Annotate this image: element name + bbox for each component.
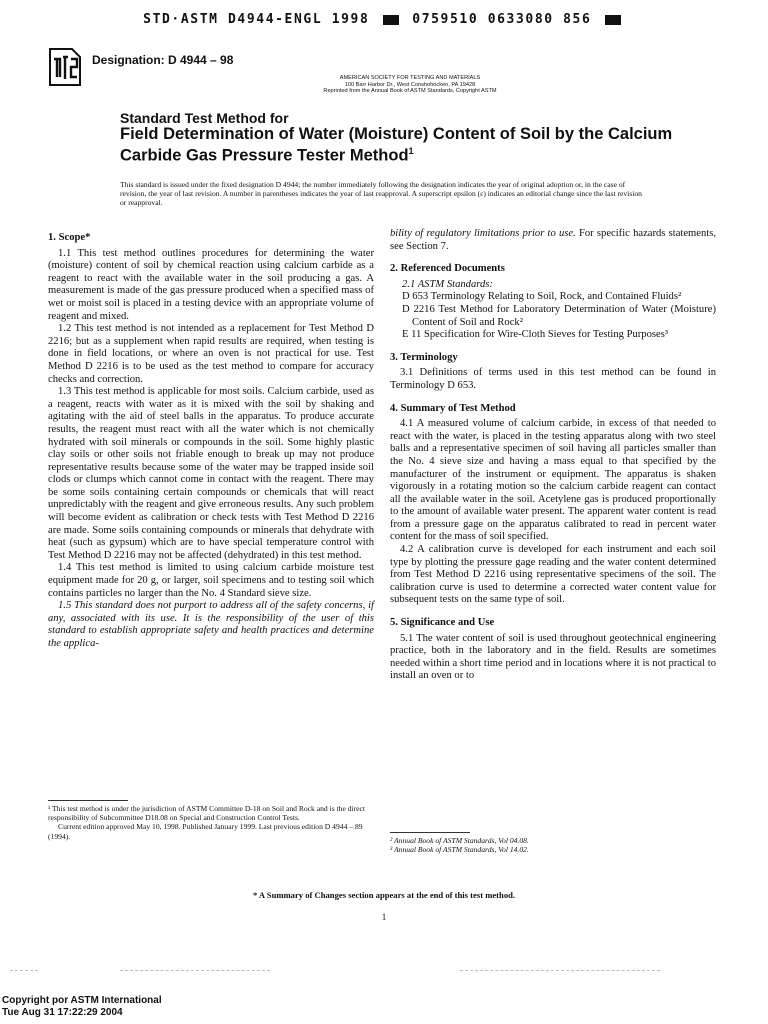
scan-edge-mark [460, 970, 660, 971]
reference-d2216: D 2216 Test Method for Laboratory Determination of Water (Moisture) Content of Soil and Rock² [402, 303, 716, 328]
footnote-3: ³ Annual Book of ASTM Standards, Vol 14.02. [390, 845, 529, 855]
issue-note: This standard is issued under the fixed designation D 4944; the number immediately following the designation indicates the year of original adoption or, in the case of revision, the year of last revision. A number in parentheses indicates the year of last reapproval. A superscript epsilon (ε) indicates an editorial change since the last revision or reapproval. [120, 180, 642, 207]
scan-edge-mark [10, 970, 38, 971]
section-heading-scope: 1. Scope* [48, 232, 91, 243]
publisher-block [200, 75, 620, 95]
document-title-text: Field Determination of Water (Moisture) Content of Soil by the Calcium Carbide Gas Pressure Tester Method [120, 125, 673, 165]
footnotes-right [390, 836, 716, 854]
document-code-middle: 0759510 0633080 856 [412, 12, 592, 27]
footnotes-left [48, 804, 374, 841]
footnote-2: ² Annual Book of ASTM Standards, Vol 04.08. [390, 836, 529, 845]
footnote-1: ¹ This test method is under the jurisdiction of ASTM Committee D-18 on Soil and Rock and is the direct responsibility of Subcommittee D18.08 on Special and Construction Control Tests. [48, 804, 366, 823]
title-footnote-mark: 1 [408, 146, 414, 156]
paragraph-1-1: 1.1 This test method outlines procedures for determining the water (moisture) content of soil by chemical reaction using calcium carbide as a reagent to react with the available water in the soil producing a gas. A measurement is made of the gas pressure produced when a specified mass of wet or moist soil is placed in a testing device with an appropriate volume of reagent and mixed. [48, 247, 374, 322]
publisher-address: 100 Barr Harbor Dr., West Conshohocken, PA 19428 [344, 81, 476, 88]
barcode-block [383, 15, 399, 25]
footnote-divider-left [48, 800, 128, 801]
paragraph-5-1: 5.1 The water content of soil is used throughout geotechnical engineering practice, both in the laboratory and in the field. Results are sometimes needed within a short time period and in locations where it is not practical to install an oven or to [390, 632, 716, 682]
paragraph-1-4: 1.4 This test method is limited to using calcium carbide moisture test equipment made for 20 g, or larger, soil specimens and to testing soil which contains particles no larger than the No. 4 Standard sieve size. [48, 562, 374, 599]
left-column [48, 228, 374, 651]
reference-d653: D 653 Terminology Relating to Soil, Rock, and Contained Fluids² [402, 291, 682, 303]
paragraph-4-1: 4.1 A measured volume of calcium carbide, in excess of that needed to react with the water, is placed in the testing apparatus along with two steel balls and a representative specimen of soil having all particles smaller than the No. 4 sieve size and having a mass equal to that specified by the manufacturer of the instrument or equipment. The apparatus is shaken vigorously in a rotating motion so the calcium carbide reagent can contact all the available water in the soil. Acetylene gas is produced proportionally to the amount of available water present. The apparent water content is read from a pressure gage on the apparatus calibrated to read in percent water content for the mass of soil specified. [390, 418, 716, 543]
page-number: 1 [381, 912, 387, 922]
astm-logo-icon [44, 47, 84, 87]
paragraph-1-5-continued-italic: bility of regulatory limitations prior to use. [390, 228, 576, 239]
document-title [120, 126, 700, 165]
scan-edge-mark [120, 970, 270, 971]
paragraph-3-1: 3.1 Definitions of terms used in this test method can be found in Terminology D 653. [390, 367, 716, 391]
paragraph-1-3: 1.3 This test method is applicable for most soils. Calcium carbide, used as a reagent, reacts with water as it is mixed with the soil by shaking and agitating with the aid of steel balls in the apparatus. To produce accurate results, the reagent must react with all the water which is not chemically hydrated with soil minerals or compounds in the soil. Some highly plastic clay soils or other soils not friable enough to break up may not produce representative results because some of the water may be trapped inside soil clods or clumps which cannot come in contact with the reagent. There may be some soils containing certain compounds or chemicals that will react unpredictably with the reagent and give erroneous results. Any such problem will become evident as calibration or check tests with Test Method D 2216 are made. Some soils containing compounds or minerals that dehydrate with heat (such as gypsum) which are to have special temperature control with Test Method D 2216 may not be affected (dehydrated) in this test method. [48, 386, 374, 561]
designation-label: Designation: D 4944 – 98 [92, 53, 234, 67]
paragraph-4-2: 4.2 A calibration curve is developed for each instrument and each soil type by plotting the pressure gage reading and the water content determined from Test Method D 2216 using representative specimens of the soil. The calibration curve is used to determine a corrected water content value for subsequent tests on the same type of soil. [390, 544, 716, 606]
footnote-1-edition: Current edition approved May 10, 1998. Published January 1999. Last previous edition D 4944 – 89 (1994). [48, 822, 363, 841]
title-pre: Standard Test Method for [120, 110, 289, 126]
barcode-block-end [605, 15, 621, 25]
right-column [390, 228, 716, 683]
section-heading-summary: 4. Summary of Test Method [390, 402, 516, 414]
paragraph-1-5-continued [390, 228, 716, 253]
title-block [120, 110, 700, 165]
footnote-divider-right [390, 832, 470, 833]
reference-e11: E 11 Specification for Wire-Cloth Sieves for Testing Purposes³ [402, 329, 669, 341]
copyright-line: Copyright por ASTM International [2, 995, 162, 1006]
section-heading-terminology: 3. Terminology [390, 351, 458, 363]
paragraph-1-2: 1.2 This test method is not intended as a replacement for Test Method D 2216; but as a supplement when rapid results are required, when testing is done in field locations, or where an oven is not practical for use. Test Method D 2216 is to be used as the test method to compare for accuracy checks and correction. [48, 323, 374, 385]
paragraph-1-5-continued-tail: For specific hazards statements, see Section 7. [390, 228, 717, 252]
summary-of-changes-note: * A Summary of Changes section appears at the end of this test method. [252, 890, 516, 900]
document-code-prefix: STD·ASTM D4944-ENGL 1998 [143, 12, 370, 27]
section-heading-significance: 5. Significance and Use [390, 617, 495, 629]
astm-standards-subheading: 2.1 ASTM Standards: [402, 278, 493, 290]
section-heading-referenced-documents: 2. Referenced Documents [390, 263, 505, 275]
paragraph-1-5: 1.5 This standard does not purport to address all of the safety concerns, if any, associated with its use. It is the responsibility of the user of this standard to establish appropriate safety and health practices and determine the applica- [48, 600, 374, 649]
publisher-reprint: Reprinted from the Annual Book of ASTM Standards, Copyright ASTM [323, 88, 497, 95]
copyright-block [2, 995, 162, 1019]
document-code-header [0, 12, 768, 27]
copyright-timestamp: Tue Aug 31 17:22:29 2004 [2, 1007, 123, 1018]
publisher-name: AMERICAN SOCIETY FOR TESTING AND MATERIALS [339, 75, 481, 81]
